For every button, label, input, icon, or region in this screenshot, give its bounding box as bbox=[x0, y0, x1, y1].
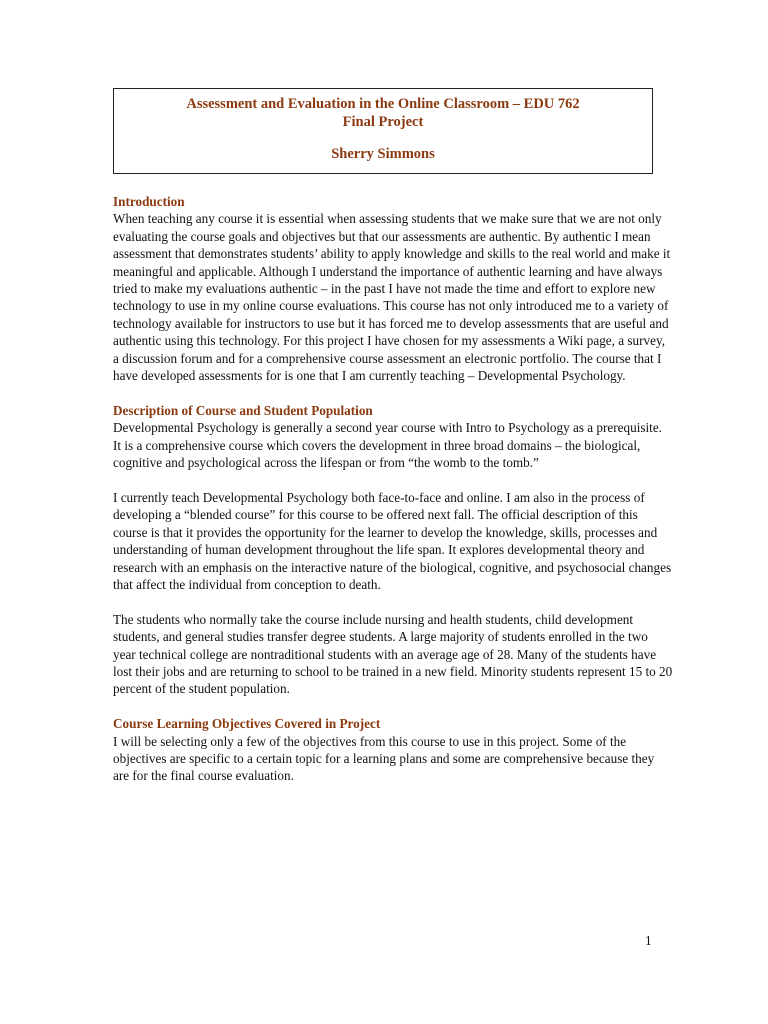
objectives-heading: Course Learning Objectives Covered in Project bbox=[113, 716, 381, 732]
document-title: Assessment and Evaluation in the Online Classroom – EDU 762 bbox=[186, 96, 580, 112]
document-subtitle: Final Project bbox=[342, 114, 424, 130]
title-box bbox=[113, 88, 653, 174]
author-name: Sherry Simmons bbox=[331, 146, 435, 162]
document-body bbox=[113, 193, 673, 802]
description-paragraph-1: Developmental Psychology is generally a second year course with Intro to Psychology as a prerequisite. It is a comprehensive course which covers the development in three broad domains – the biological, cognitive and psychological across the lifespan or from “the womb to the tomb.” bbox=[113, 420, 662, 471]
page-number: 1 bbox=[645, 933, 652, 948]
description-paragraph-3: The students who normally take the course include nursing and health students, child development students, and general studies transfer degree students. A large majority of students enrolled in the two year technical college are nontraditional students with an average age of 28. Many of the students have lost their jobs and are returning to school to be trained in a new field. Minority students represent 15 to 20 percent of the student population. bbox=[113, 611, 673, 697]
description-paragraph-2: I currently teach Developmental Psychology both face-to-face and online. I am also in the process of developing a “blended course” for this course to be offered next fall. The official description of this course is that it provides the opportunity for the learner to develop the knowledge, skills, processes and understanding of human development throughout the life span. It explores developmental theory and research with an emphasis on the interactive nature of the biological, cognitive, and psychosocial changes that affect the individual from conception to death. bbox=[113, 489, 672, 592]
introduction-paragraph: When teaching any course it is essential when assessing students that we make sure that we are not only evaluating the course goals and objectives but that our assessments are authentic. By authentic I mean assessment that demonstrates students’ ability to apply knowledge and skills to the real world and make it meaningful and applicable. Although I understand the importance of authentic learning and have always tried to make my evaluations authentic – in the past I have not made the time and effort to explore new technology to use in my online course evaluations. This course has not only introduced me to a variety of technology available for instructors to use but it has forced me to develop assessments that are useful and authentic using this technology. For this project I have chosen for my assessments a Wiki page, a survey, a discussion forum and for a comprehensive course assessment an electronic portfolio. The course that I have developed assessments for is one that I am currently teaching – Developmental Psychology. bbox=[113, 211, 671, 384]
introduction-heading: Introduction bbox=[113, 194, 185, 209]
description-heading: Description of Course and Student Population bbox=[113, 402, 373, 418]
objectives-paragraph: I will be selecting only a few of the objectives from this course to use in this project. Some of the objectives are specific to a certain topic for a learning plans and some are comprehensive because they are for the final course evaluation. bbox=[113, 733, 655, 784]
